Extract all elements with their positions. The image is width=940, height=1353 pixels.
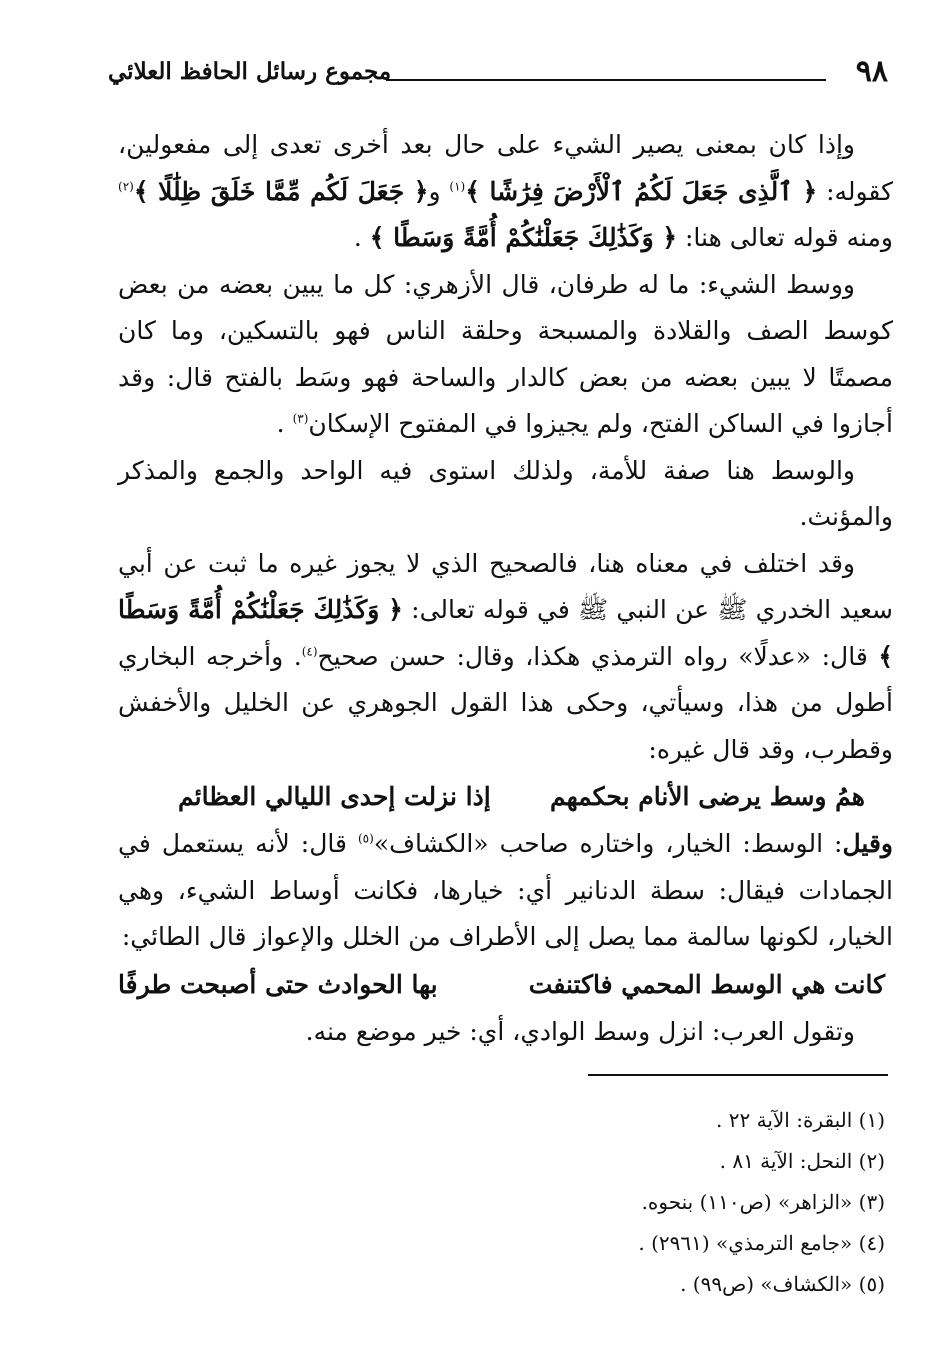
text-span: وإذا كان بمعنى يصير الشيء على حال بعد أخرى تعدى إلى مفعولين، كقوله: — [118, 130, 893, 206]
text-span: قال: «عدلًا» رواه الترمذي هكذا، وقال: حسن صحيح — [317, 641, 879, 671]
footnote: (٢) النحل: الآية ٨١ . — [719, 1149, 885, 1173]
footnote-ref[interactable]: (٣) — [292, 411, 309, 426]
footnote-ref[interactable]: (٤) — [301, 644, 318, 659]
text-span: وقد اختلف في معناه هنا، فالصحيح الذي لا يجوز غيره ما ثبت عن أبي سعيد الخدري ﷺ عن النبي ﷺ في قوله تعالى: — [118, 548, 893, 624]
paragraph: وتقول العرب: انزل وسط الوادي، أي: خير موضع منه. — [305, 1016, 855, 1046]
text-span: : الوسط: الخيار، واختاره صاحب «الكشاف» — [373, 829, 843, 858]
quran-quote: ﴿ جَعَلَ لَكُم مِّمَّا خَلَقَ ظِلَٰلًا ﴾ — [133, 176, 429, 206]
verse-hemistich: بها الحوادث حتى أصبحت طرفًا — [118, 969, 438, 999]
poetry-verse — [118, 961, 893, 1009]
paragraph — [118, 541, 893, 774]
verse-hemistich: إذا نزلت إحدى الليالي العظائم — [178, 782, 491, 811]
page-number: ٩٨ — [855, 54, 888, 89]
paragraph — [118, 821, 893, 961]
poetry-verse — [118, 773, 893, 821]
footnote: (٤) «جامع الترمذي» (٢٩٦١) . — [638, 1231, 885, 1255]
text-span: . وأخرجه البخاري أطول من هذا، وسيأتي، وحكى هذا القول الجوهري عن الخليل والأخفش وقطرب، وقد قال غيره: — [118, 641, 893, 764]
footnote: (٣) «الزاهر» (ص١١٠) بنحوه. — [641, 1190, 885, 1214]
footnote: (٥) «الكشاف» (ص٩٩) . — [680, 1272, 885, 1296]
footnote-ref[interactable]: (٥) — [357, 831, 374, 846]
main-text — [118, 122, 893, 1055]
paragraph: والوسط هنا صفة للأمة، ولذلك استوى فيه الواحد والجمع والمذكر والمؤنث. — [118, 455, 893, 531]
quran-quote: ﴿ وَكَذَٰلِكَ جَعَلْنَٰكُمْ أُمَّةً وَسَطًا ﴾ — [118, 595, 893, 671]
verse-hemistich: كانت هي الوسط المحمي فاكتنفت — [528, 969, 885, 999]
paragraph — [118, 122, 893, 262]
text-span: ووسط الشيء: ما له طرفان، قال الأزهري: كل ما يبين بعضه من بعض كوسط الصف والقلادة والمسبحة وحلقة الناس فهو بالتسكين، وما كان مصمتًا لا يبين بعضه من بعض كالدار والساحة فهو وسَط بالفتح قال: وقد أجازوا في الساكن الفتح، ولم يجيزوا في المفتوح الإسكان — [118, 269, 893, 438]
page-header — [108, 52, 888, 92]
footnote-separator — [588, 1074, 888, 1076]
text-span: . — [353, 223, 370, 252]
text-span: ومنه قوله تعالى هنا: — [677, 223, 893, 252]
footnotes — [385, 1100, 885, 1305]
footnote: (١) البقرة: الآية ٢٢ . — [716, 1108, 885, 1132]
text-span: قال: لأنه يستعمل في الجمادات فيقال: سطة الدنانير أي: خيارها، فكانت أوساط الشيء، وهي الخيار، لكونها سالمة مما يصل إلى الأطراف من الخلل والإعواز قال الطائي: — [118, 829, 893, 951]
quran-quote: ﴿ وَكَذَٰلِكَ جَعَلْنَٰكُمْ أُمَّةً وَسَطًا ﴾ — [369, 223, 678, 252]
footnote-ref[interactable]: (٢) — [118, 179, 134, 194]
footnote-ref[interactable]: (١) — [449, 179, 466, 194]
running-title: مجموع رسائل الحافظ العلائي — [108, 58, 392, 85]
verse-hemistich: همُ وسط يرضى الأنام بحكمهم — [550, 782, 865, 811]
paragraph — [118, 262, 893, 448]
text-span: و — [428, 176, 450, 206]
lead-word: وقيل — [842, 829, 893, 858]
quran-quote: ﴿ ٱلَّذِى جَعَلَ لَكُمُ ٱلْأَرْضَ فِرَٰشًا ﴾ — [465, 176, 818, 206]
header-rule — [386, 79, 826, 81]
text-span: . — [276, 409, 293, 438]
